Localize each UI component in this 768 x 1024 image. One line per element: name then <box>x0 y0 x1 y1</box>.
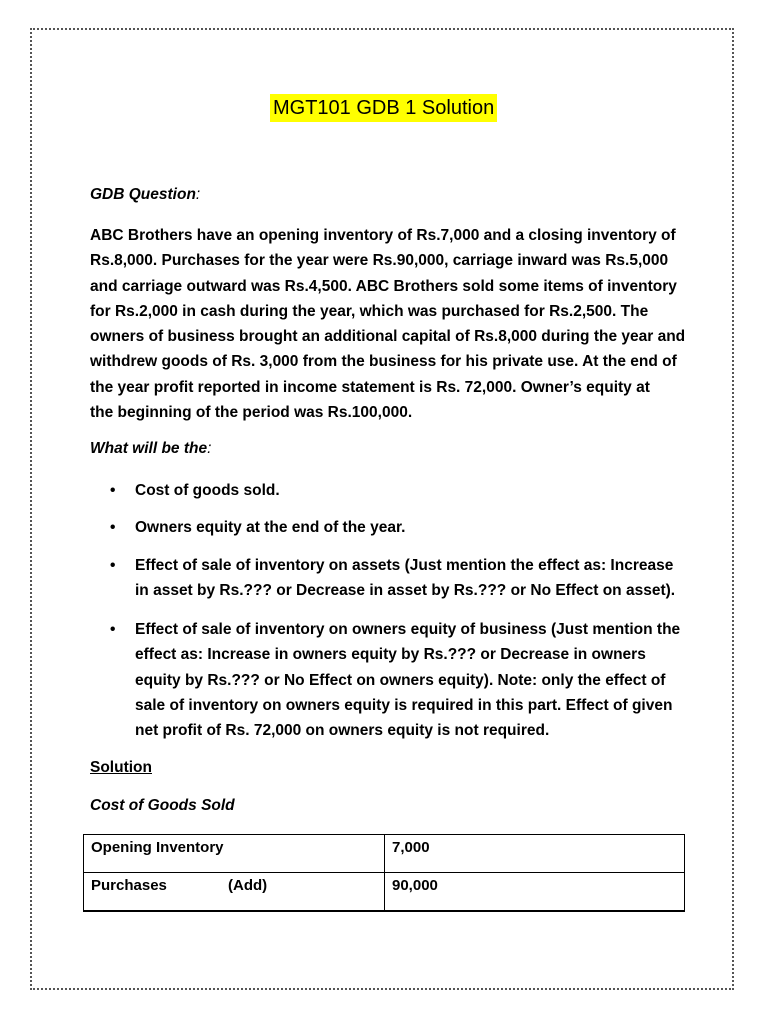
table-cell-label <box>84 835 385 873</box>
cell-label-text: Opening Inventory <box>91 839 224 856</box>
bullet-dot: • <box>110 557 116 574</box>
question-line: and carriage outward was Rs.4,500. ABC Brothers sold some items of inventory <box>90 277 677 295</box>
bullet-text <box>135 553 680 604</box>
bullet-line: equity by Rs.??? or No Effect on owners equity). Note: only the effect of <box>135 671 666 689</box>
table-cell-label <box>84 873 385 911</box>
question-line: owners of business brought an additional capital of Rs.8,000 during the year and <box>90 328 686 346</box>
bullet-text <box>135 478 680 503</box>
document-title: MGT101 GDB 1 Solution <box>270 94 497 122</box>
bullet-line: effect as: Increase in owners equity by Rs.??? or Decrease in owners <box>135 646 646 664</box>
table-row <box>84 835 685 873</box>
bullet-dot: • <box>110 621 116 638</box>
bullet-text <box>135 515 680 540</box>
bullet-line: net profit of Rs. 72,000 on owners equity is not required. <box>135 722 550 740</box>
cell-label-text: Purchases <box>91 877 167 894</box>
question-label-colon: : <box>195 186 201 203</box>
table-cell-value: 7,000 <box>385 835 685 873</box>
bullet-dot: • <box>110 482 116 499</box>
question-line: Rs.8,000. Purchases for the year were Rs.90,000, carriage inward was Rs.5,000 <box>90 252 669 270</box>
bullet-line: Cost of goods sold. <box>135 482 280 499</box>
question-line: the year profit reported in income statement is Rs. 72,000. Owner’s equity at <box>90 378 650 396</box>
cogs-table <box>83 834 685 912</box>
bullet-line: Effect of sale of inventory on assets (Just mention the effect as: Increase <box>135 557 674 574</box>
bullet-line: sale of inventory on owners equity is required in this part. Effect of given <box>135 696 673 714</box>
table-cell-value: 90,000 <box>385 873 685 911</box>
bullet-line: Effect of sale of inventory on owners equity of business (Just mention the <box>135 621 681 638</box>
question-line: the beginning of the period was Rs.100,000. <box>90 404 413 422</box>
solution-heading: Solution <box>90 759 152 776</box>
what-label-colon: : <box>207 440 212 457</box>
bullet-text <box>135 617 680 743</box>
question-line: withdrew goods of Rs. 3,000 from the business for his private use. At the end of <box>90 353 677 371</box>
what-label <box>90 440 211 458</box>
cell-note-text: (Add) <box>228 877 268 894</box>
bullet-line: in asset by Rs.??? or Decrease in asset by Rs.??? or No Effect on asset). <box>135 582 676 600</box>
cogs-heading: Cost of Goods Sold <box>90 797 235 814</box>
bullet-dot: • <box>110 519 116 536</box>
question-label-text: GDB Question <box>90 186 196 203</box>
question-label <box>90 186 200 204</box>
what-label-text: What will be the <box>90 440 208 457</box>
bullet-line: Owners equity at the end of the year. <box>135 519 406 536</box>
table-row <box>84 873 685 911</box>
question-line: ABC Brothers have an opening inventory of Rs.7,000 and a closing inventory of <box>90 227 676 244</box>
question-paragraph <box>90 223 686 425</box>
question-line: for Rs.2,000 in cash during the year, which was purchased for Rs.2,500. The <box>90 302 649 320</box>
